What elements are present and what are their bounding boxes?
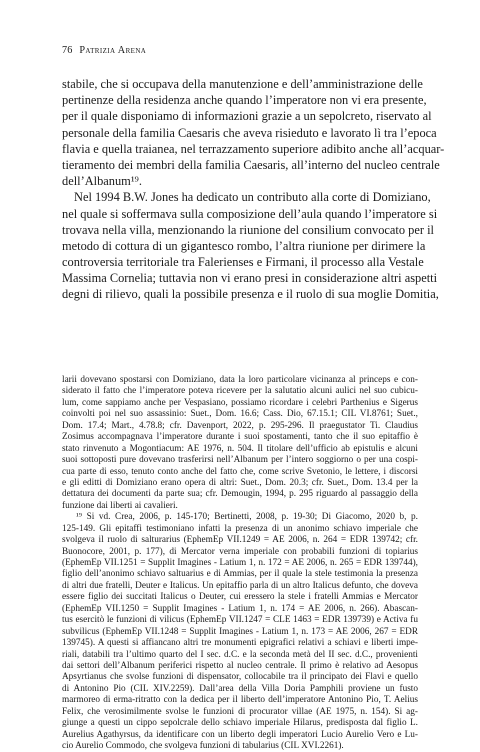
note-line: e gli editti di Domiziano erano opera di altri: Suet., Dom. 20.3; cfr. Suet., Dom. 13.4 per la: [62, 477, 418, 488]
note-line: stato rinvenuto a Mogontiacum: AE 1976, n. 504. Il titolare dell’ufficio ab epistulis e alcuni: [62, 443, 418, 454]
note-line: siderato il fatto che l’imperatore poteva ricevere per la salutatio alcuni aulici nel suo cubicu-: [62, 386, 418, 397]
note-line: giunge a questi un cippo sepolcrale dello schiavo imperiale Hilarus, predisposta dal figlio L.: [62, 718, 418, 729]
running-header: [62, 45, 146, 56]
note-line: Felix, che verosimilmente svolse le funzioni di procurator villae (AE 1975, n. 154). Si ag-: [62, 706, 418, 717]
text-line: Nel 1994 B.W. Jones ha dedicato un contributo alla corte di Domiziano,: [74, 190, 431, 205]
note-line: cua parte di esso, tenuto conto anche del fatto che, come scrive Svetonio, le lettere, i discorsi: [62, 466, 418, 477]
note-line: coinvolti poi nel suo assassinio: Suet., Dom. 16.6; Cass. Dio, 67.15.1; CIL VI.8761; Suet.,: [62, 409, 418, 420]
author-name: Patrizia Arena: [79, 45, 147, 56]
text-line: dell’Albanum¹⁹.: [62, 174, 142, 189]
text-line: trovava nella villa, menzionando la riunione del consilium convocato per il: [62, 222, 434, 237]
text-line: degni di rilievo, quali la possibile presenza e il ruolo di sua moglie Domitia,: [62, 287, 439, 302]
paragraph-1: [62, 76, 445, 189]
note-line: ¹⁹ Si vd. Crea, 2006, p. 145-170; Bertinetti, 2008, p. 19-30; Di Giacomo, 2020 b, p.: [76, 512, 418, 523]
note-line: 139745). A questi si affiancano altri tre monumenti epigrafici relativi a schiavi e liberti impe-: [62, 638, 418, 649]
note-line: dettatura dei documenti da parte sua; cfr. Demougin, 1994, p. 295 riguardo al passaggio della: [62, 489, 418, 500]
footnote-19: [62, 512, 418, 752]
note-line: Buonocore, 2001, p. 177), di Mercator verna imperiale con probabili funzioni di topiarius: [62, 546, 418, 557]
text-line: nel quale si soffermava sulla composizione dell’aula quando l’imperatore si: [62, 206, 438, 221]
note-line: di Antonino Pio (CIL XIV.2259). Dall’area della Villa Doria Pamphili proviene un fusto: [62, 683, 418, 694]
note-line: Apsyrtianus che svolse funzioni di dispensator, collocabile tra il principato dei Flavi e quello: [62, 672, 418, 683]
note-line: tus esercitò le funzioni di vilicus (EphemEp VII.1247 = CLE 1463 = EDR 139739) e Activa fu: [62, 615, 418, 626]
page-number: 76: [62, 45, 73, 56]
footnotes: [62, 375, 418, 752]
note-line: dai settori dell’Albanum periferici rispetto al nucleo centrale. Il primo è relativo ad Aesopus: [62, 660, 418, 671]
text-line: stabile, che si occupava della manutenzione e dell’amministrazione delle: [62, 77, 423, 91]
note-line: (EphemEp VII.1251 = Supplit Imagines - Latium 1, n. 172 = AE 2006, n. 265 = EDR 139744),: [62, 558, 418, 568]
note-line: Aurelius Agathyrsus, da identificare con un liberto degli imperatori Lucio Aurelio Vero e Lu-: [62, 729, 418, 740]
text-line: metodo di cottura di un gigantesco rombo, l’altra riunione per dirimere la: [62, 238, 426, 253]
note-line: Zosimus accompagnava l’imperatore durante i suoi spostamenti, tanto che il suo epitaffio è: [62, 432, 418, 443]
note-line: riali, databili tra l’ultimo quarto del I sec. d.C. e la seconda metà del II sec. d.C., provenienti: [62, 649, 418, 660]
text-line: flavia e quella traianea, nel terrazzamento superiore adibito anche all’acquar-: [62, 141, 445, 156]
note-line: cio Aurelio Commodo, che svolgeva funzioni di tabularius (CIL XVI.2261).: [62, 741, 344, 751]
note-line: suoi sottoposti pure dovevano trasferirsi nell’Albanum per l’intero soggiorno o per una cospi-: [62, 455, 418, 466]
note-line: figlio dell’anonimo schiavo saltuarius e di Ammias, per il quale la stele testimonia la presenza: [62, 569, 418, 580]
text-line: pertinenze della residenza anche quando l’imperatore non vi era presente,: [62, 93, 427, 108]
note-line: subvilicus (EphemEp VII.1248 = Supplit Imagines - Latium 1, n. 173 = AE 2006, 267 = EDR: [62, 626, 418, 637]
note-line: (EphemEp VII.1250 = Supplit Imagines - Latium 1, n. 174 = AE 2006, n. 266). Abascan-: [62, 603, 418, 614]
footnote-18-continued: [62, 375, 418, 512]
text-line: controversia territoriale tra Falerienses e Firmani, il processo alla Vestale: [62, 255, 424, 270]
text-line: Massima Cornelia; tuttavia non vi erano presi in considerazione altri aspetti: [62, 271, 438, 286]
main-text: [62, 76, 445, 303]
text-line: per il quale disponiamo di informazioni grazie a un sepolcreto, riservato al: [62, 109, 432, 124]
text-line: personale della familia Caesaris che aveva risieduto e lavorato lì tra l’epoca: [62, 125, 437, 140]
note-line: lum, come sappiamo anche per Vespasiano, possiamo ricordare i celebri Parthenius e Sigerus: [62, 397, 418, 408]
note-line: svolgeva il ruolo di salturarius (EphemEp VII.1249 = AE 2006, n. 264 = EDR 139742; cfr.: [62, 535, 418, 546]
note-line: Dom. 17.4; Mart., 4.78.8; cfr. Davenport, 2022, p. 295-296. Il praegustator Ti. Claudius: [62, 420, 418, 431]
note-line: funzione dai liberti ai cavalieri.: [62, 500, 178, 511]
note-line: marmoreo di erma-ritratto con la dedica per il liberto dell’imperatore Antonino Pio, T. Aelius: [62, 695, 418, 706]
note-line: essere figlio dei succitati Italicus o Deuter, cui eressero la stele i fratelli Ammias e Mercator: [62, 592, 418, 603]
text-line: tieramento dei membri della familia Caesaris, all’interno del nucleo centrale: [62, 157, 440, 172]
note-line: larii dovevano spostarsi con Domiziano, data la loro particolare vicinanza al princeps e con-: [62, 375, 418, 385]
note-line: di altri due fratelli, Deuter e Italicus. Un epitaffio parla di un altro Italicus defunto, che doveva: [62, 580, 418, 591]
note-line: 125-149. Gli epitaffi testimoniano infatti la presenza di un anonimo schiavo imperiale che: [62, 523, 418, 534]
paragraph-2: [62, 189, 439, 302]
